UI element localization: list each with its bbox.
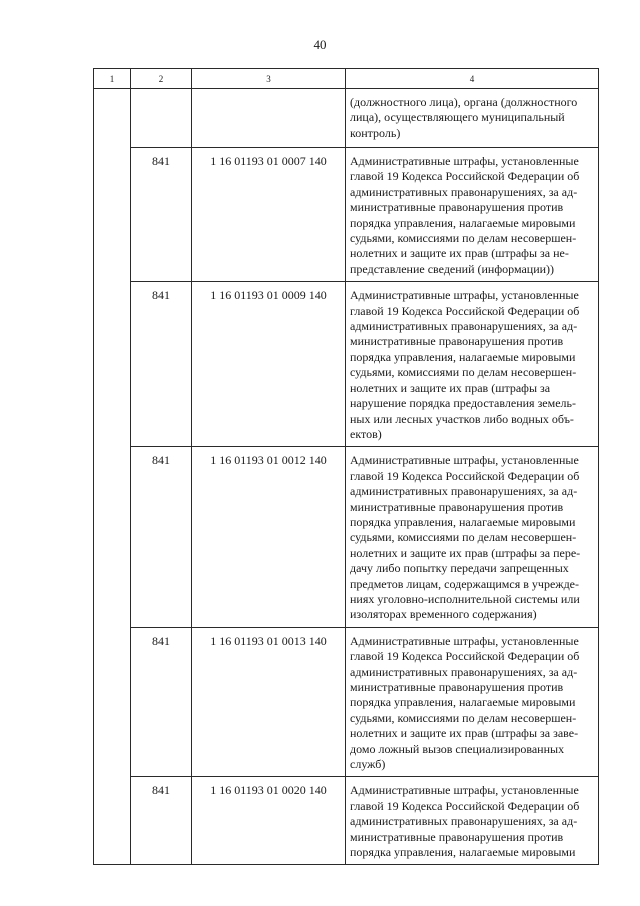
revenue-codes-table — [93, 68, 599, 865]
table-row — [94, 282, 599, 447]
revenue-description-cell: Административные штрафы, установленные главой 19 Кодекса Российской Федерации об административных правонарушениях, за ад- министративные правонарушения против порядка управления, налагаемые мировыми судьями, комиссиями по делам несовершен- нолетних и защите их прав (штрафы за нарушение порядка предоставления земель- ных или лесных участков либо водных объ- ектов) — [346, 282, 599, 447]
administrator-code-cell — [131, 89, 192, 148]
budget-classification-code-cell: 1 16 01193 01 0020 140 — [192, 777, 346, 865]
budget-classification-code-cell — [192, 89, 346, 148]
empty-first-column-cell — [94, 89, 131, 865]
revenue-description-cell: Административные штрафы, установленные главой 19 Кодекса Российской Федерации об административных правонарушениях, за ад- министративные правонарушения против порядка управления, налагаемые мировыми судьями, комиссиями по делам несовершен- нолетних и защите их прав (штрафы за пере- дачу либо попытку передачи запрещенных предметов лицам, содержащимся в учрежде- ниях уголовно-исполнительной системы или изоляторах временного содержания) — [346, 447, 599, 627]
table-header-row — [94, 69, 599, 89]
revenue-description-cell: Административные штрафы, установленные главой 19 Кодекса Российской Федерации об административных правонарушениях, за ад- министративные правонарушения против порядка управления, налагаемые мировыми — [346, 777, 599, 865]
administrator-code-cell: 841 — [131, 282, 192, 447]
administrator-code-cell: 841 — [131, 627, 192, 777]
table-row — [94, 89, 599, 148]
administrator-code-cell: 841 — [131, 447, 192, 627]
revenue-description-cell: (должностного лица), органа (должностного лица), осуществляющего муниципальный контроль) — [346, 89, 599, 148]
budget-classification-code-cell: 1 16 01193 01 0007 140 — [192, 148, 346, 282]
administrator-code-cell: 841 — [131, 148, 192, 282]
header-cell-2: 2 — [131, 69, 192, 89]
table-row — [94, 148, 599, 282]
table-row — [94, 627, 599, 777]
table-row — [94, 447, 599, 627]
revenue-description-cell: Административные штрафы, установленные главой 19 Кодекса Российской Федерации об административных правонарушениях, за ад- министративные правонарушения против порядка управления, налагаемые мировыми судьями, комиссиями по делам несовершен- нолетних и защите их прав (штрафы за не- представление сведений (информации)) — [346, 148, 599, 282]
budget-classification-code-cell: 1 16 01193 01 0009 140 — [192, 282, 346, 447]
budget-classification-code-cell: 1 16 01193 01 0012 140 — [192, 447, 346, 627]
header-cell-3: 3 — [192, 69, 346, 89]
table-row — [94, 777, 599, 865]
revenue-description-cell: Административные штрафы, установленные главой 19 Кодекса Российской Федерации об административных правонарушениях, за ад- министративные правонарушения против порядка управления, налагаемые мировыми судьями, комиссиями по делам несовершен- нолетних и защите их прав (штрафы за заве- домо ложный вызов специализированных служб) — [346, 627, 599, 777]
page-number: 40 — [313, 37, 327, 52]
administrator-code-cell: 841 — [131, 777, 192, 865]
header-cell-4: 4 — [346, 69, 599, 89]
header-cell-1: 1 — [94, 69, 131, 89]
budget-classification-code-cell: 1 16 01193 01 0013 140 — [192, 627, 346, 777]
